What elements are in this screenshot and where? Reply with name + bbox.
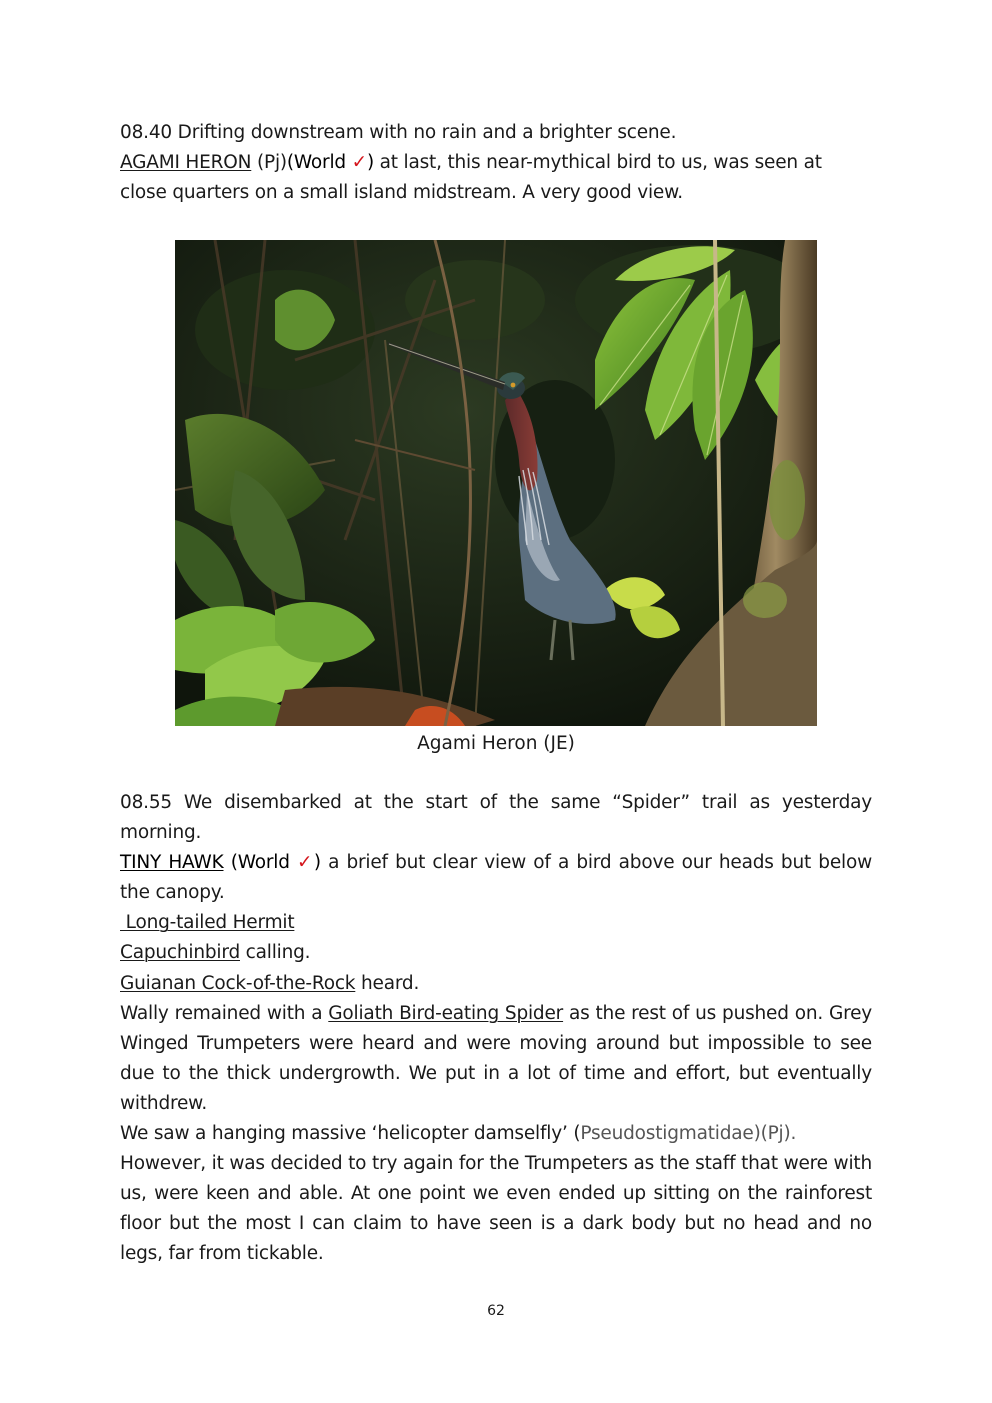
- agami-description-cont: close quarters on a small island midstream. A very good view.: [120, 182, 683, 204]
- world-tick-icon: ✓: [351, 152, 367, 174]
- page-number: 62: [487, 1303, 505, 1319]
- agami-heron-photo: [175, 240, 817, 726]
- agami-sighting-line: [120, 148, 872, 178]
- pj-tag: (Pj): [256, 152, 287, 174]
- capuchinbird-note: calling.: [240, 942, 311, 964]
- time-entry-0855: 08.55 We disembarked at the start of the same “Spider” trail as yesterday morning.: [120, 792, 872, 844]
- photo-caption: Agami Heron (JE): [417, 733, 575, 754]
- tiny-hawk-description: a brief but clear view of a bird above our heads but below the canopy.: [120, 852, 872, 904]
- cock-of-rock-note: heard.: [355, 972, 420, 994]
- hermit-entry: [120, 908, 872, 938]
- world-close: ): [366, 152, 374, 174]
- species-goliath-spider: Goliath Bird-eating Spider: [328, 1002, 564, 1024]
- world-open: (World: [230, 852, 297, 874]
- species-tiny-hawk: TINY HAWK: [120, 852, 224, 874]
- world-close: ): [313, 852, 321, 874]
- damselfly-entry: [120, 1119, 872, 1149]
- damselfly-family: Pseudostigmatidae)(Pj).: [580, 1123, 797, 1145]
- species-cock-of-the-rock: Guianan Cock-of-the-Rock: [120, 972, 356, 994]
- paragraph-spider-trail: [120, 788, 872, 1270]
- species-agami-heron: AGAMI HERON: [120, 152, 252, 174]
- wally-entry: [120, 999, 872, 1119]
- capuchinbird-entry: [120, 938, 872, 968]
- agami-description: at last, this near-mythical bird to us, was seen at: [373, 152, 822, 174]
- trumpeter-entry: However, it was decided to try again for the Trumpeters as the staff that were with us, were keen and able. At one point we even ended up sitting on the rainforest floor but the most I can claim to have seen is a dark body but no head and no legs, far from tickable.: [120, 1153, 872, 1265]
- world-tick-icon: ✓: [297, 852, 314, 874]
- tiny-hawk-entry: [120, 848, 872, 908]
- species-capuchinbird: Capuchinbird: [120, 942, 240, 964]
- species-long-tailed-hermit: Long-tailed Hermit: [120, 912, 295, 934]
- cock-of-rock-entry: [120, 969, 872, 999]
- time-entry-0840: 08.40 Drifting downstream with no rain and a brighter scene.: [120, 122, 677, 143]
- wally-text-b: as the rest of us pushed on. Grey Winged Trumpeters were heard and were moving around but impossible to see due to the thick undergrowth. We put in a lot of time and effort, but eventually withdrew.: [120, 1002, 873, 1114]
- world-open: (World: [286, 152, 346, 174]
- damselfly-text: We saw a hanging massive ‘helicopter damselfly’ (: [120, 1123, 581, 1145]
- paragraph-agami: [120, 118, 872, 208]
- wally-text-a: Wally remained with a: [120, 1002, 329, 1024]
